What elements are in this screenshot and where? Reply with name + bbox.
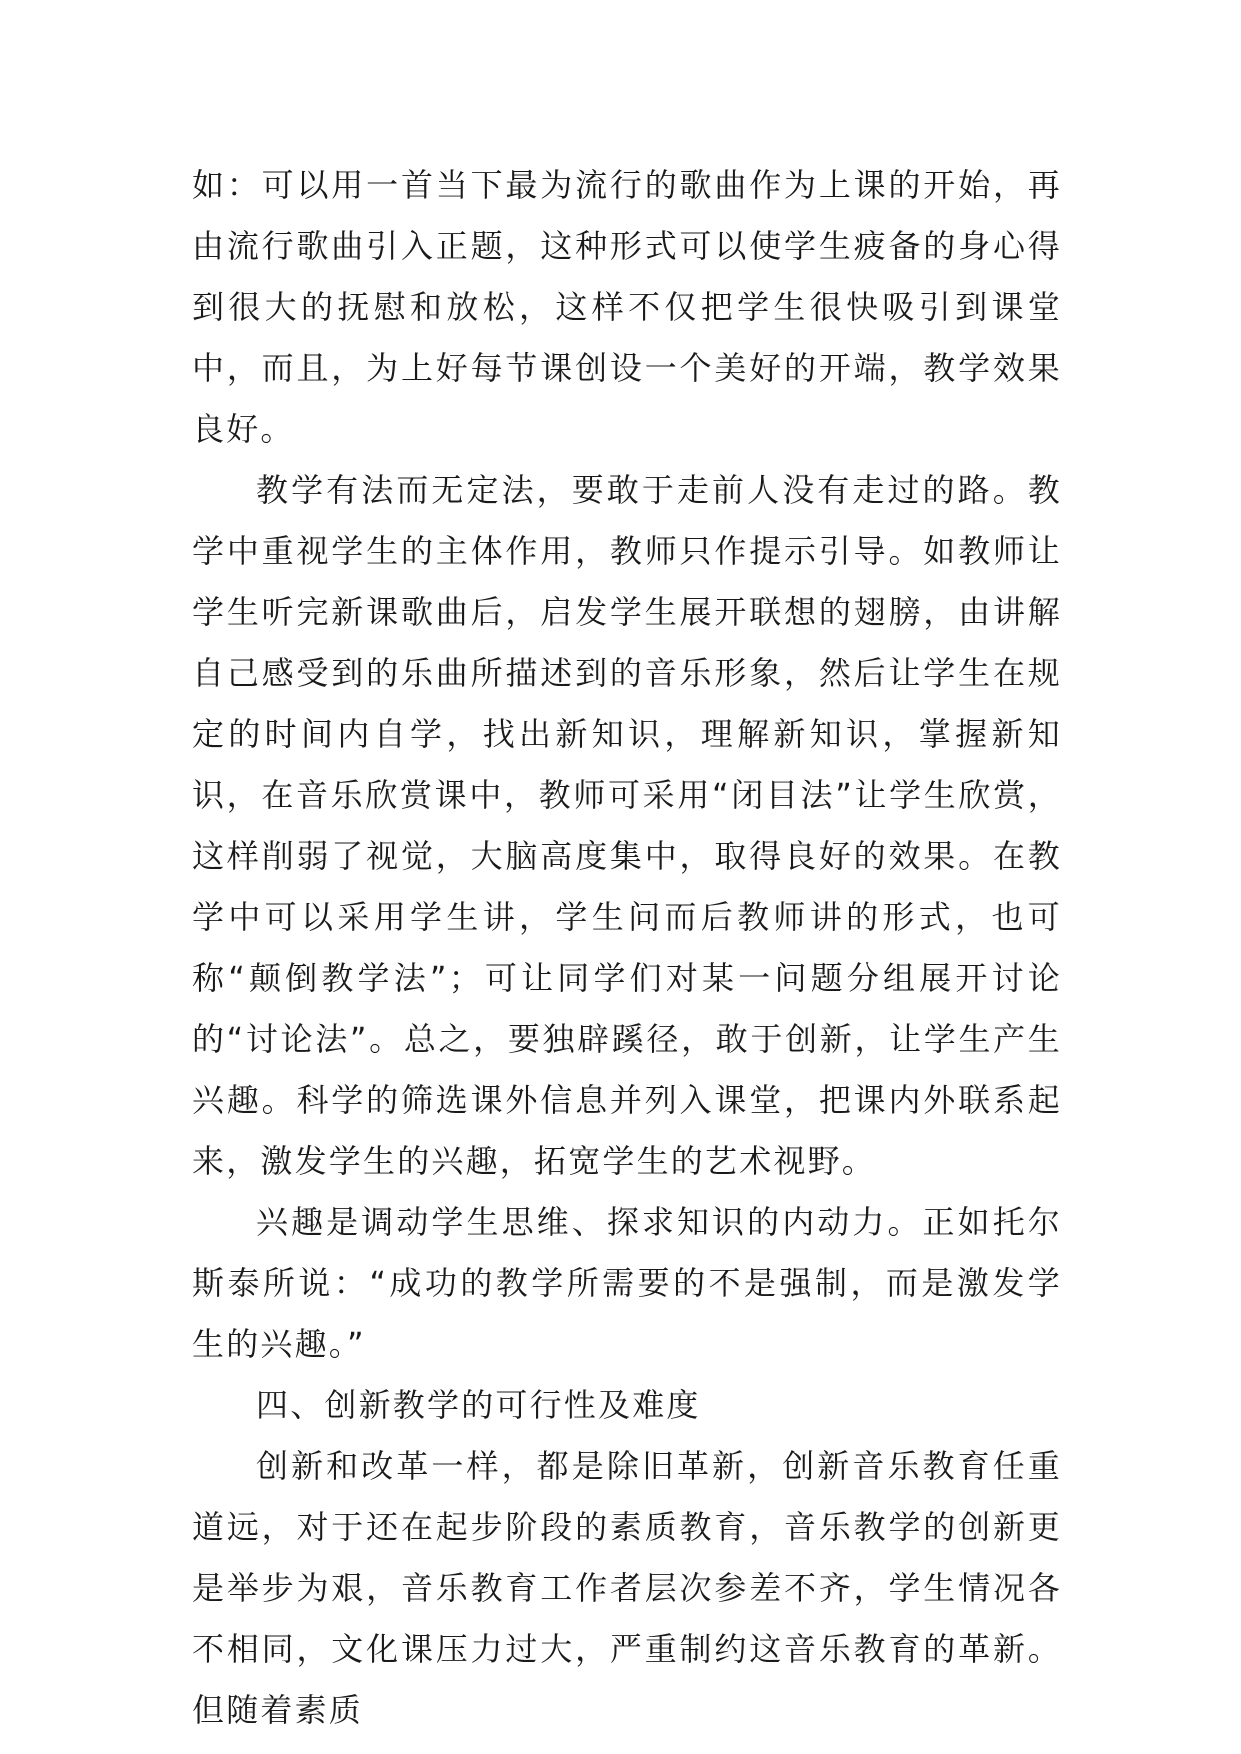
- body-text: [192, 155, 1062, 1741]
- paragraph-4: 创新和改革一样，都是除旧革新，创新音乐教育任重道远，对于还在起步阶段的素质教育，音乐教学的创新更是举步为艰，音乐教育工作者层次参差不齐，学生情况各不相同，文化课压力过大，严重制约这音乐教育的革新。但随着素质: [192, 1447, 1062, 1729]
- paragraph-2: 教学有法而无定法，要敢于走前人没有走过的路。教学中重视学生的主体作用，教师只作提示引导。如教师让学生听完新课歌曲后，启发学生展开联想的翅膀，由讲解自己感受到的乐曲所描述到的音乐形象，然后让学生在规定的时间内自学，找出新知识，理解新知识，掌握新知识，在音乐欣赏课中，教师可采用“闭目法”让学生欣赏，这样削弱了视觉，大脑高度集中，取得良好的效果。在教学中可以采用学生讲，学生问而后教师讲的形式，也可称“颠倒教学法”；可让同学们对某一问题分组展开讨论的“讨论法”。总之，要独辟蹊径，敢于创新，让学生产生兴趣。科学的筛选课外信息并列入课堂，把课内外联系起来，激发学生的兴趣，拓宽学生的艺术视野。: [192, 471, 1062, 1180]
- section-heading: 四、创新教学的可行性及难度: [256, 1386, 701, 1424]
- paragraph-1: 如：可以用一首当下最为流行的歌曲作为上课的开始，再由流行歌曲引入正题，这种形式可以使学生疲备的身心得到很大的抚慰和放松，这样不仅把学生很快吸引到课堂中，而且，为上好每节课创设一个美好的开端，教学效果良好。: [192, 166, 1062, 448]
- paragraph-3: 兴趣是调动学生思维、探求知识的内动力。正如托尔斯泰所说：“成功的教学所需要的不是强制，而是激发学生的兴趣。”: [192, 1203, 1062, 1363]
